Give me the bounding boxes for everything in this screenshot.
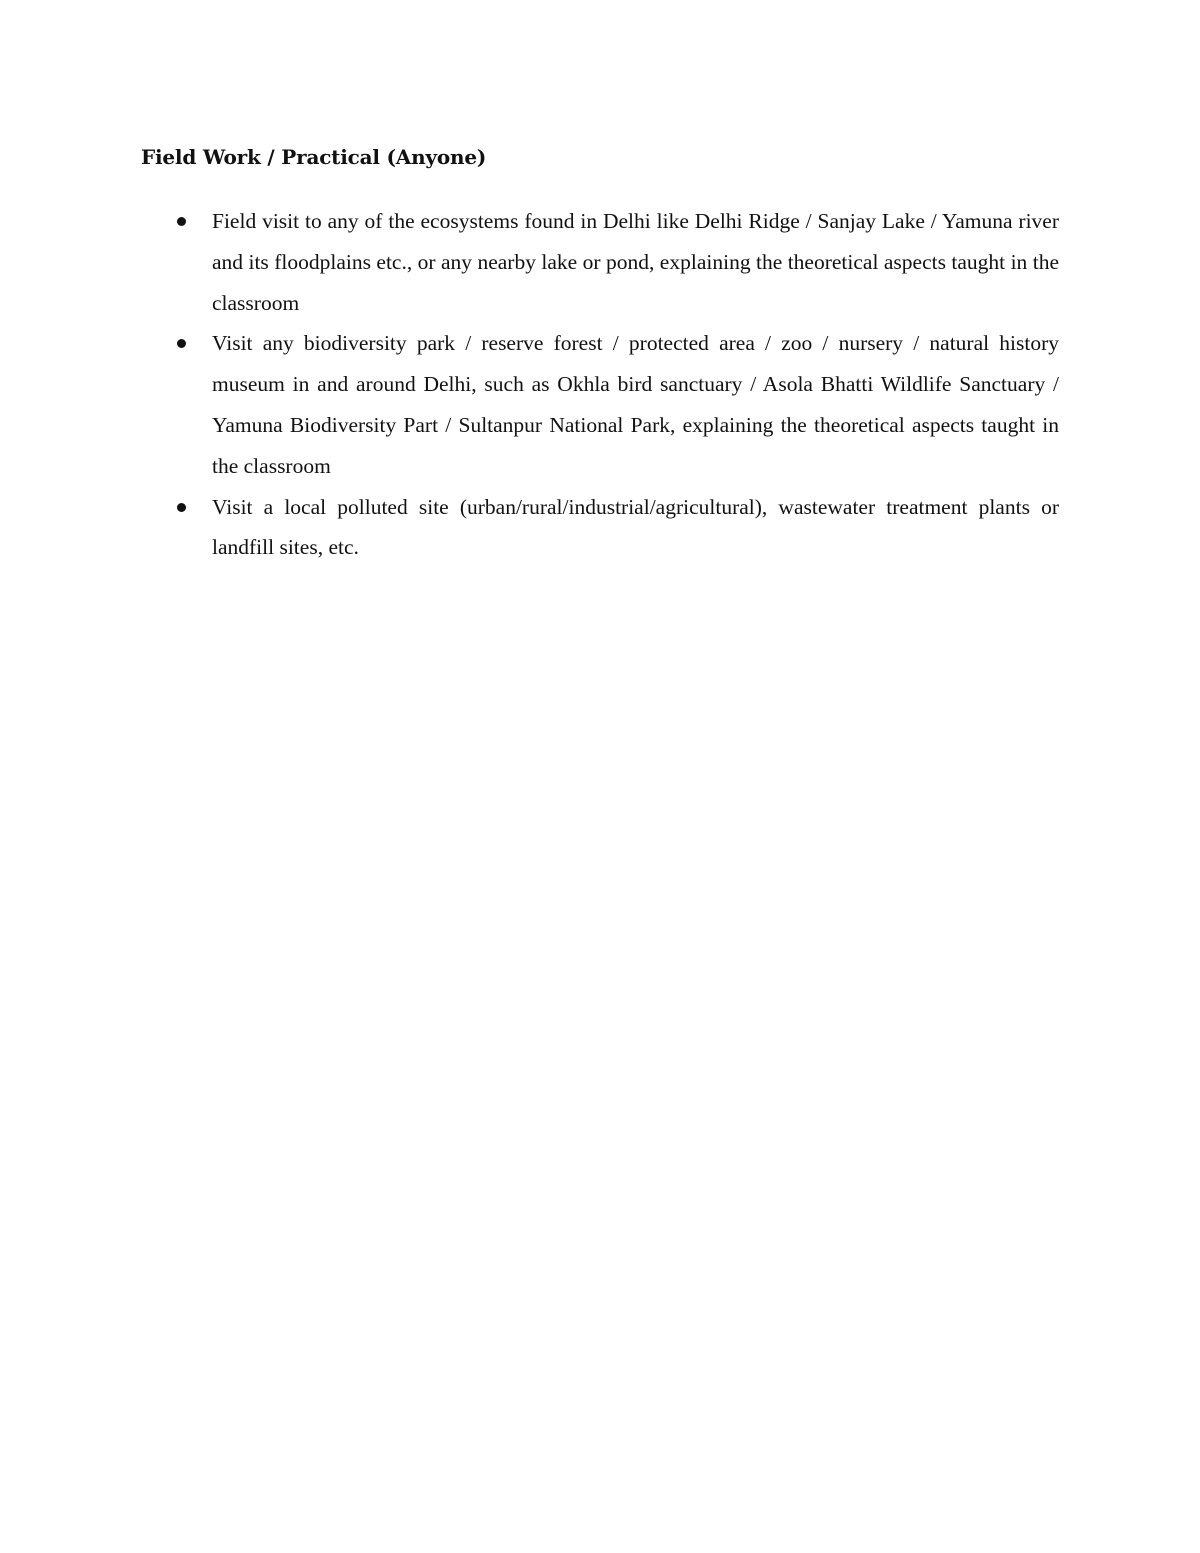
bullet-list [141,201,1059,568]
bullet-icon [177,217,186,226]
page-content [141,143,1059,568]
section-heading: Field Work / Practical (Anyone) [141,145,487,169]
list-item [141,201,1059,323]
list-item-text: Visit any biodiversity park / reserve forest / protected area / zoo / nursery / natural history museum in and around Delhi, such as Okhla bird sanctuary / Asola Bhatti Wildlife Sanctuary / Yamuna Biodiversity Part / Sultanpur National Park, explaining the theoretical aspects taught in the classroom [212,331,1059,478]
bullet-icon [177,339,186,348]
list-item-text: Visit a local polluted site (urban/rural/industrial/agricultural), wastewater treatment plants or landfill sites, etc. [212,494,1059,560]
list-item-text: Field visit to any of the ecosystems found in Delhi like Delhi Ridge / Sanjay Lake / Yamuna river and its floodplains etc., or any nearby lake or pond, explaining the theoretical aspects taught in the classroom [212,209,1059,315]
list-item [141,323,1059,486]
list-item [141,487,1059,569]
bullet-icon [177,503,186,512]
